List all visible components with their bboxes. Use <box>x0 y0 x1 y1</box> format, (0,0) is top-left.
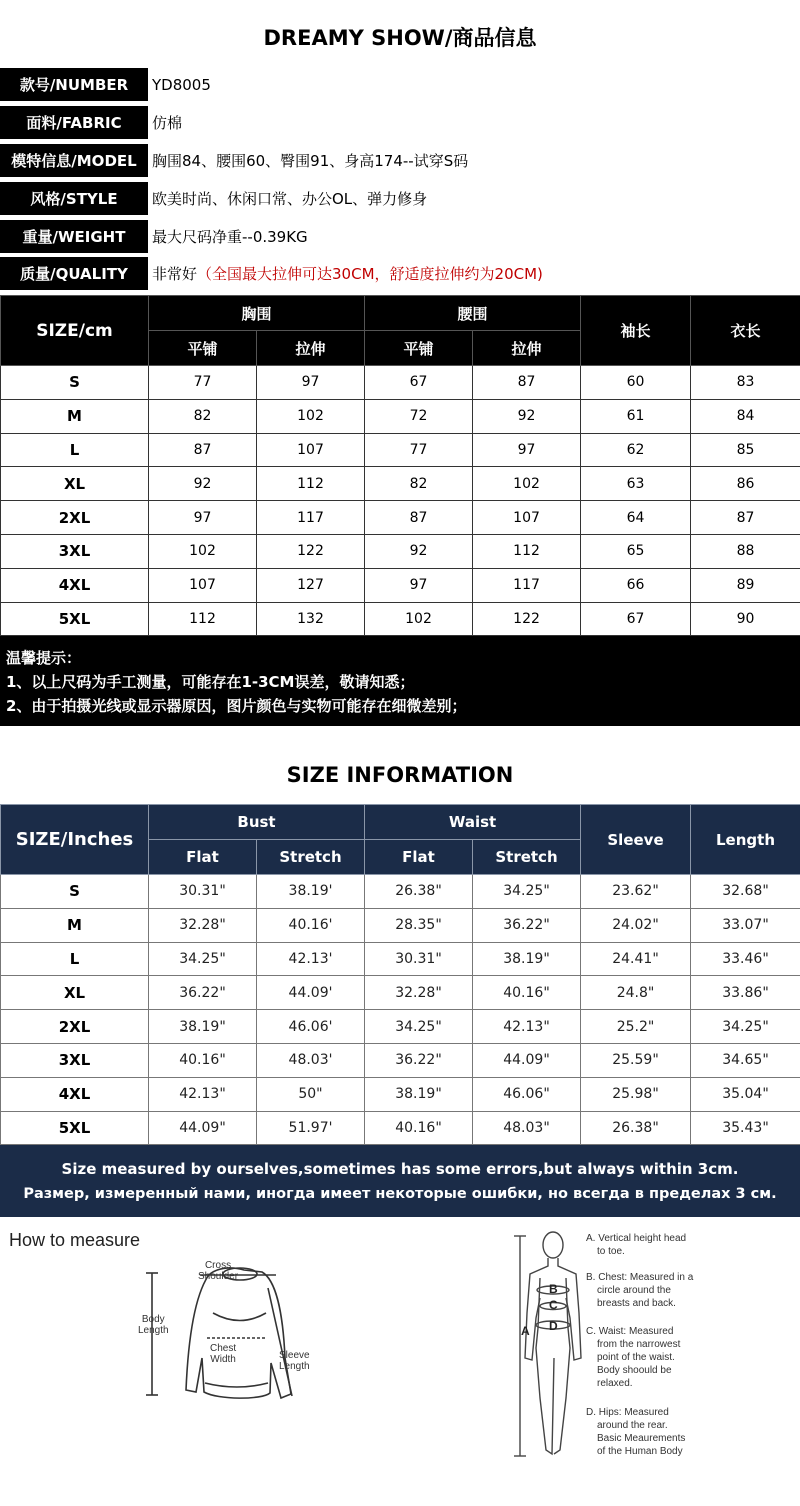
value-cell: 28.35" <box>365 908 473 942</box>
value-cell: 34.25" <box>149 942 257 976</box>
table-row <box>1 1111 800 1145</box>
value-cell: 33.07" <box>691 908 800 942</box>
size-cell: 4XL <box>1 568 149 602</box>
value-cell: 102 <box>149 534 257 568</box>
value-cell: 38.19" <box>473 942 581 976</box>
value-cell: 34.65" <box>691 1043 800 1077</box>
value-cell: 102 <box>365 602 473 636</box>
table-row <box>1 976 800 1010</box>
value-cell: 38.19" <box>365 1077 473 1111</box>
value-cell: 112 <box>149 602 257 636</box>
bust-header: Bust <box>149 805 365 840</box>
value-cell: 26.38" <box>581 1111 691 1145</box>
size-cell: S <box>1 875 149 909</box>
value-cell: 132 <box>257 602 365 636</box>
value-cell: 89 <box>691 568 800 602</box>
notes-line: 1、以上尺码为手工测量，可能存在1-3CM误差，敬请知悉； <box>6 673 415 691</box>
note-b <box>586 1271 693 1310</box>
info-value: 最大尺码净重--0.39KG <box>152 227 308 246</box>
value-cell: 107 <box>473 501 581 535</box>
value-cell: 107 <box>257 433 365 467</box>
cm-table-body <box>1 366 800 636</box>
table-row <box>1 908 800 942</box>
value-cell: 44.09" <box>473 1043 581 1077</box>
value-cell: 24.41" <box>581 942 691 976</box>
label-line: B. Chest: Measured in a <box>586 1272 694 1283</box>
value-cell: 97 <box>365 568 473 602</box>
value-cell: 64 <box>581 501 691 535</box>
value-cell: 92 <box>149 467 257 501</box>
label-line: around the rear. <box>597 1420 668 1431</box>
bust-header: 胸围 <box>149 296 365 331</box>
notice-line-ru: Размер, измеренный нами, иногда имеет некоторые ошибки, но всегда в пределах 3 см. <box>23 1186 777 1202</box>
value-cell: 48.03" <box>473 1111 581 1145</box>
info-row-quality <box>0 255 800 293</box>
value-cell: 32.28" <box>149 908 257 942</box>
note-d <box>586 1406 685 1458</box>
length-header: 衣长 <box>691 296 800 366</box>
value-cell: 40.16' <box>257 908 365 942</box>
value-cell: 117 <box>257 501 365 535</box>
value-cell: 65 <box>581 534 691 568</box>
value-cell: 25.98" <box>581 1077 691 1111</box>
value-cell: 46.06' <box>257 1010 365 1044</box>
cross-shoulder-label <box>198 1260 238 1282</box>
value-cell: 85 <box>691 433 800 467</box>
value-cell: 36.22" <box>473 908 581 942</box>
value-cell: 34.25" <box>365 1010 473 1044</box>
label-line: A. Vertical height head <box>586 1233 687 1244</box>
size-cell: L <box>1 942 149 976</box>
size-header: SIZE/cm <box>1 296 149 366</box>
size-cell: 2XL <box>1 1010 149 1044</box>
label-line: circle around the <box>597 1285 671 1296</box>
flat-header: Flat <box>149 840 257 875</box>
quality-note: （全国最大拉伸可达30CM，舒适度拉伸约为20CM) <box>197 265 543 284</box>
quality-value: 非常好 <box>152 265 198 284</box>
size-header: SIZE/Inches <box>1 805 149 875</box>
length-header: Length <box>691 805 800 875</box>
label-line: Width <box>210 1354 236 1365</box>
value-cell: 60 <box>581 366 691 400</box>
measurement-notice <box>0 1145 800 1217</box>
value-cell: 38.19' <box>257 875 365 909</box>
value-cell: 127 <box>257 568 365 602</box>
value-cell: 84 <box>691 399 800 433</box>
info-label: 风格/STYLE <box>0 182 148 215</box>
label-line: Sleeve <box>279 1350 310 1361</box>
value-cell: 72 <box>365 399 473 433</box>
size-table-cm <box>0 295 800 636</box>
value-cell: 122 <box>257 534 365 568</box>
info-value: 仿棉 <box>152 114 183 133</box>
value-cell: 88 <box>691 534 800 568</box>
value-cell: 48.03' <box>257 1043 365 1077</box>
size-cell: 3XL <box>1 534 149 568</box>
value-cell: 36.22" <box>149 976 257 1010</box>
value-cell: 62 <box>581 433 691 467</box>
value-cell: 23.62" <box>581 875 691 909</box>
value-cell: 40.16" <box>365 1111 473 1145</box>
value-cell: 86 <box>691 467 800 501</box>
size-cell: M <box>1 908 149 942</box>
waist-header: 腰围 <box>365 296 581 331</box>
info-value <box>148 263 543 284</box>
value-cell: 87 <box>691 501 800 535</box>
value-cell: 77 <box>365 433 473 467</box>
notes-box <box>0 636 800 726</box>
table-row <box>1 942 800 976</box>
notice-line-en: Size measured by ourselves,sometimes has some errors,but always within 3cm. <box>61 1160 739 1178</box>
size-cell: 4XL <box>1 1077 149 1111</box>
value-cell: 32.28" <box>365 976 473 1010</box>
value-cell: 30.31" <box>365 942 473 976</box>
value-cell: 44.09" <box>149 1111 257 1145</box>
sleeve-header: 袖长 <box>581 296 691 366</box>
value-cell: 97 <box>149 501 257 535</box>
how-to-measure-title: How to measure <box>9 1230 141 1250</box>
info-value: 胸围84、腰围60、臀围91、身高174--试穿S码 <box>152 151 469 170</box>
info-row-number <box>0 66 800 104</box>
flat-header: 平铺 <box>149 331 257 366</box>
inch-table-body <box>1 875 800 1145</box>
value-cell: 122 <box>473 602 581 636</box>
label-line: Shoulder <box>198 1271 239 1282</box>
value-cell: 35.43" <box>691 1111 800 1145</box>
label-line: Length <box>279 1361 310 1372</box>
value-cell: 42.13" <box>149 1077 257 1111</box>
table-row <box>1 1010 800 1044</box>
value-cell: 26.38" <box>365 875 473 909</box>
table-row <box>1 366 800 400</box>
value-cell: 102 <box>473 467 581 501</box>
label-line: D. Hips: Measured <box>586 1407 669 1418</box>
label-line: Body <box>141 1314 165 1325</box>
note-c <box>586 1325 680 1390</box>
stretch-header: 拉伸 <box>473 331 581 366</box>
value-cell: 92 <box>473 399 581 433</box>
size-information-title: SIZE INFORMATION <box>286 763 514 787</box>
value-cell: 112 <box>257 467 365 501</box>
info-row-model <box>0 142 800 180</box>
value-cell: 117 <box>473 568 581 602</box>
product-info-title: DREAMY SHOW/商品信息 <box>263 26 537 50</box>
info-value: 欧美时尚、休闲口常、办公OL、弹力修身 <box>152 189 428 208</box>
value-cell: 25.2" <box>581 1010 691 1044</box>
value-cell: 87 <box>149 433 257 467</box>
label-line: C. Waist: Measured <box>586 1326 674 1337</box>
letter-b: B <box>549 1282 558 1296</box>
label-line: breasts and back. <box>597 1298 676 1309</box>
chest-width-label <box>210 1343 236 1365</box>
label-line: point of the waist. <box>597 1352 675 1363</box>
value-cell: 35.04" <box>691 1077 800 1111</box>
table-row <box>1 534 800 568</box>
value-cell: 83 <box>691 366 800 400</box>
value-cell: 82 <box>149 399 257 433</box>
value-cell: 30.31" <box>149 875 257 909</box>
value-cell: 25.59" <box>581 1043 691 1077</box>
info-row-style <box>0 179 800 217</box>
value-cell: 82 <box>365 467 473 501</box>
notes-line: 2、由于拍摄光线或显示器原因，图片颜色与实物可能存在细微差别； <box>6 697 467 715</box>
value-cell: 102 <box>257 399 365 433</box>
value-cell: 33.46" <box>691 942 800 976</box>
table-row <box>1 467 800 501</box>
info-label: 面料/FABRIC <box>0 106 148 139</box>
size-cell: L <box>1 433 149 467</box>
value-cell: 92 <box>365 534 473 568</box>
note-a <box>586 1232 686 1258</box>
label-line: relaxed. <box>597 1378 633 1389</box>
label-line: Cross <box>204 1260 232 1271</box>
value-cell: 40.16" <box>149 1043 257 1077</box>
value-cell: 112 <box>473 534 581 568</box>
table-row <box>1 1043 800 1077</box>
info-label: 质量/QUALITY <box>0 257 148 290</box>
info-label: 款号/NUMBER <box>0 68 148 101</box>
value-cell: 42.13" <box>473 1010 581 1044</box>
value-cell: 46.06" <box>473 1077 581 1111</box>
size-cell: 5XL <box>1 1111 149 1145</box>
table-row <box>1 875 800 909</box>
value-cell: 44.09' <box>257 976 365 1010</box>
value-cell: 36.22" <box>365 1043 473 1077</box>
size-cell: 2XL <box>1 501 149 535</box>
value-cell: 61 <box>581 399 691 433</box>
value-cell: 67 <box>365 366 473 400</box>
label-line: Length <box>138 1325 169 1336</box>
value-cell: 34.25" <box>691 1010 800 1044</box>
letter-a: A <box>521 1324 530 1338</box>
value-cell: 38.19" <box>149 1010 257 1044</box>
value-cell: 97 <box>473 433 581 467</box>
value-cell: 90 <box>691 602 800 636</box>
table-row <box>1 1077 800 1111</box>
label-line: Body shoould be <box>597 1365 672 1376</box>
label-line: from the narrowest <box>597 1339 681 1350</box>
info-row-weight <box>0 217 800 255</box>
value-cell: 33.86" <box>691 976 800 1010</box>
value-cell: 32.68" <box>691 875 800 909</box>
value-cell: 24.02" <box>581 908 691 942</box>
value-cell: 42.13' <box>257 942 365 976</box>
info-value: YD8005 <box>152 75 211 94</box>
body-length-label <box>138 1314 169 1336</box>
value-cell: 24.8" <box>581 976 691 1010</box>
letter-c: C <box>549 1298 558 1312</box>
table-row <box>1 399 800 433</box>
value-cell: 107 <box>149 568 257 602</box>
size-cell: XL <box>1 467 149 501</box>
value-cell: 51.97' <box>257 1111 365 1145</box>
table-row <box>1 501 800 535</box>
table-row <box>1 602 800 636</box>
value-cell: 97 <box>257 366 365 400</box>
value-cell: 50" <box>257 1077 365 1111</box>
sleeve-header: Sleeve <box>581 805 691 875</box>
size-cell: 5XL <box>1 602 149 636</box>
size-cell: 3XL <box>1 1043 149 1077</box>
flat-header: Flat <box>365 840 473 875</box>
label-line: of the Human Body <box>597 1446 683 1457</box>
value-cell: 77 <box>149 366 257 400</box>
product-info-list <box>0 66 800 293</box>
how-to-measure-section <box>0 1218 800 1506</box>
stretch-header: Stretch <box>257 840 365 875</box>
value-cell: 40.16" <box>473 976 581 1010</box>
waist-header: Waist <box>365 805 581 840</box>
value-cell: 63 <box>581 467 691 501</box>
value-cell: 66 <box>581 568 691 602</box>
stretch-header: 拉伸 <box>257 331 365 366</box>
letter-d: D <box>549 1319 558 1333</box>
size-table-inches <box>0 804 800 1145</box>
size-cell: S <box>1 366 149 400</box>
table-row <box>1 568 800 602</box>
stretch-header: Stretch <box>473 840 581 875</box>
table-row <box>1 433 800 467</box>
size-cell: XL <box>1 976 149 1010</box>
info-row-fabric <box>0 104 800 142</box>
label-line: Basic Meaurements <box>597 1433 686 1444</box>
size-cell: M <box>1 399 149 433</box>
value-cell: 87 <box>365 501 473 535</box>
flat-header: 平铺 <box>365 331 473 366</box>
value-cell: 87 <box>473 366 581 400</box>
label-line: to toe. <box>597 1246 625 1257</box>
label-line: Chest <box>210 1343 237 1354</box>
sleeve-length-label <box>279 1350 310 1372</box>
info-label: 模特信息/MODEL <box>0 144 148 177</box>
info-label: 重量/WEIGHT <box>0 220 148 253</box>
value-cell: 34.25" <box>473 875 581 909</box>
notes-heading: 温馨提示： <box>6 649 82 667</box>
value-cell: 67 <box>581 602 691 636</box>
